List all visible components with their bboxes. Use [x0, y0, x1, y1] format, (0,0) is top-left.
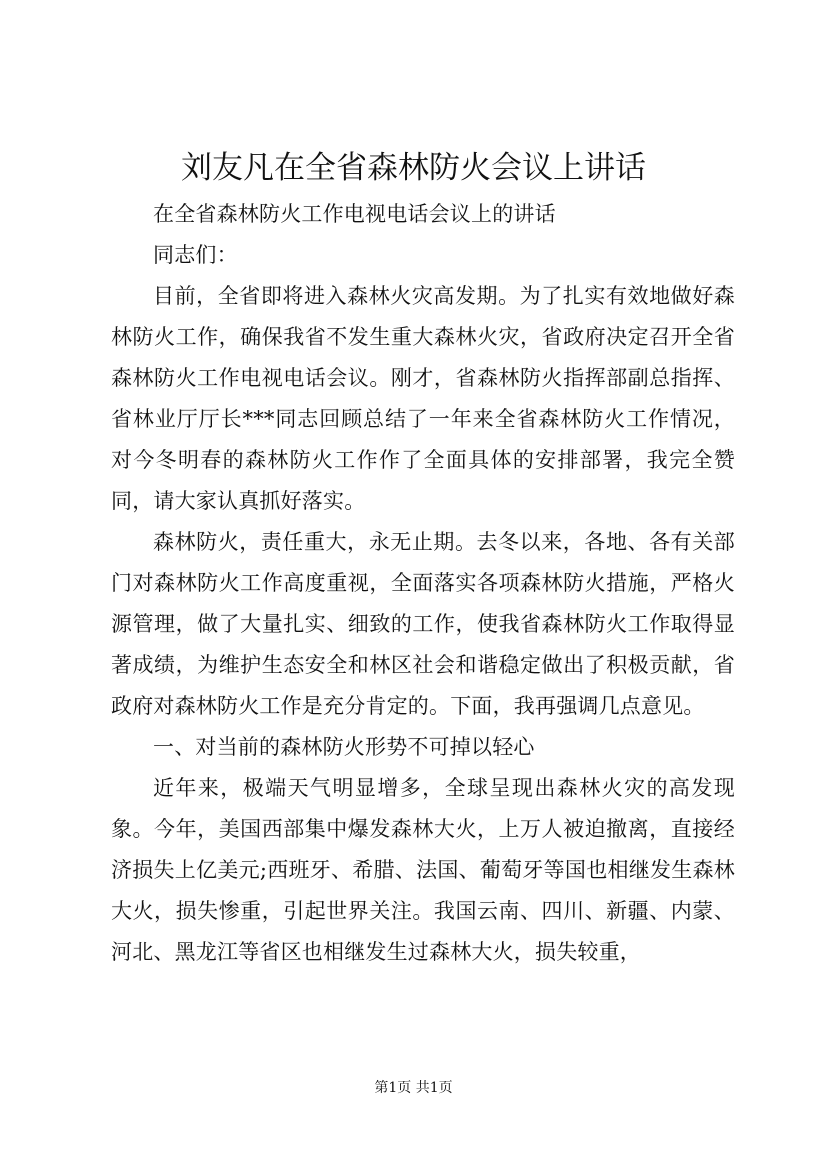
document-body [111, 194, 735, 973]
paragraph-intro: 目前，全省即将进入森林火灾高发期。为了扎实有效地做好森林防火工作，确保我省不发生重大森林火灾，省政府决定召开全省森林防火工作电视电话会议。刚才，省森林防火指挥部副总指挥、省林业厅厅长***同志回顾总结了一年来全省森林防火工作情况，对今冬明春的森林防火工作作了全面具体的安排部署，我完全赞同，请大家认真抓好落实。 [111, 284, 735, 513]
salutation: 同志们： [153, 243, 238, 267]
paragraph-achievements: 森林防火，责任重大，永无止期。去冬以来，各地、各有关部门对森林防火工作高度重视，全面落实各项森林防火措施，严格火源管理，做了大量扎实、细致的工作，使我省森林防火工作取得显著成绩，为维护生态安全和林区社会和谐稳定做出了积极贡献，省政府对森林防火工作是充分肯定的。下面，我再强调几点意见。 [111, 530, 735, 718]
speech-subtitle: 在全省森林防火工作电视电话会议上的讲话 [153, 202, 556, 226]
section-heading-1: 一、对当前的森林防火形势不可掉以轻心 [153, 735, 535, 759]
document-title: 刘友凡在全省森林防火会议上讲话 [181, 150, 646, 186]
paragraph-situation: 近年来，极端天气明显增多，全球呈现出森林火灾的高发现象。今年，美国西部集中爆发森林大火，上万人被迫撤离，直接经济损失上亿美元;西班牙、希腊、法国、葡萄牙等国也相继发生森林大火，损失惨重，引起世界关注。我国云南、四川、新疆、内蒙、河北、黑龙江等省区也相继发生过森林大火，损失较重， [111, 776, 735, 964]
page-footer: 第1页 共1页 [374, 1080, 453, 1096]
